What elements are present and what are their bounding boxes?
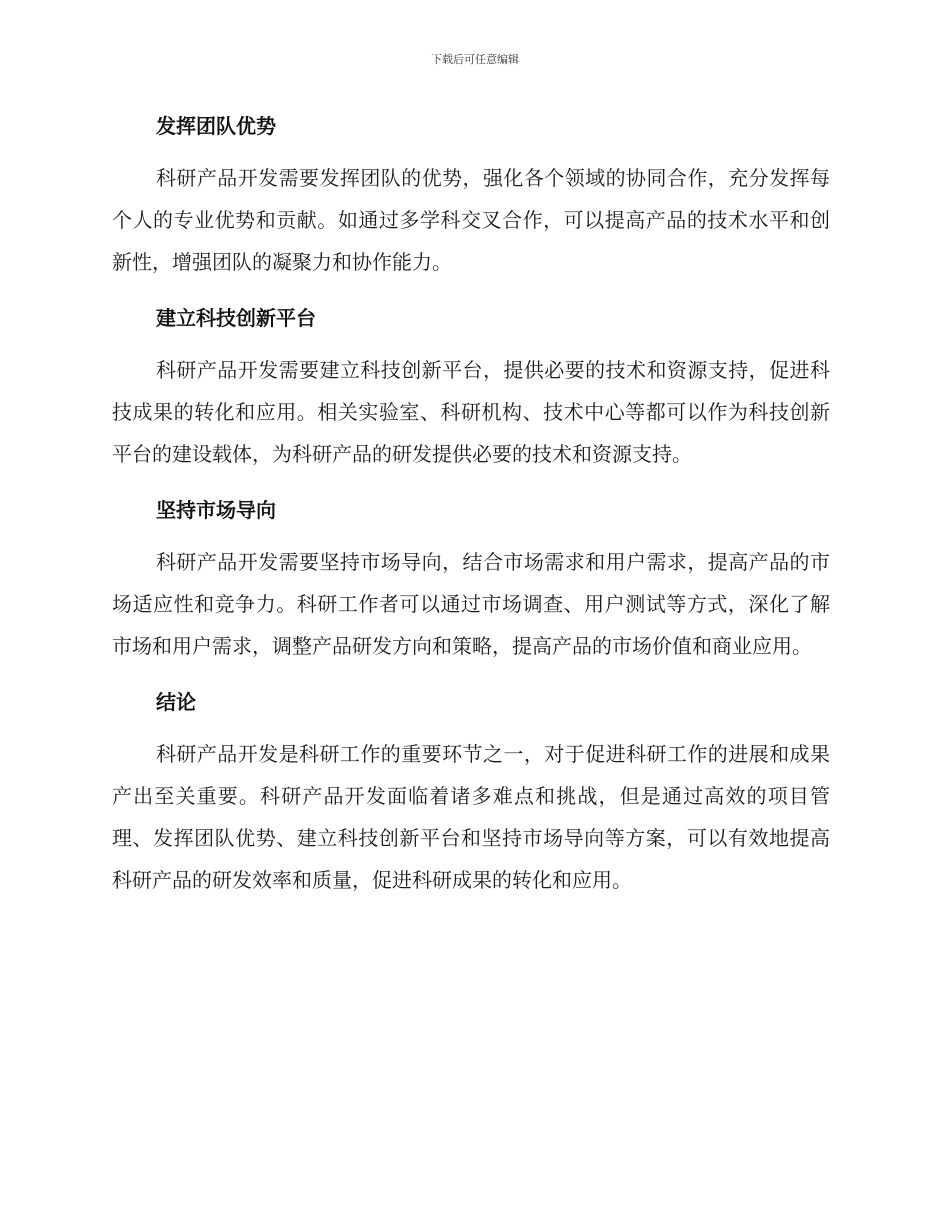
document-body: [112, 105, 830, 915]
section-innovation-platform: [112, 297, 830, 475]
section-heading: 结论: [156, 690, 196, 714]
section-paragraph: 科研产品开发是科研工作的重要环节之一，对于促进科研工作的进展和成果产出至关重要。科研产品开发面临着诸多难点和挑战，但是通过高效的项目管理、发挥团队优势、建立科技创新平台和坚持市场导向等方案，可以有效地提高科研产品的研发效率和质量，促进科研成果的转化和应用。: [112, 742, 830, 892]
page-header-note: 下载后可任意编辑: [431, 53, 519, 66]
section-conclusion: [112, 681, 830, 901]
section-market-orientation: [112, 489, 830, 667]
section-paragraph: 科研产品开发需要发挥团队的优势，强化各个领域的协同合作，充分发挥每个人的专业优势和贡献。如通过多学科交叉合作，可以提高产品的技术水平和创新性，增强团队的凝聚力和协作能力。: [112, 166, 830, 274]
section-team-advantage: [112, 105, 830, 283]
section-heading: 发挥团队优势: [156, 114, 276, 138]
section-heading: 建立科技创新平台: [156, 306, 316, 330]
section-heading: 坚持市场导向: [156, 498, 276, 522]
section-paragraph: 科研产品开发需要建立科技创新平台，提供必要的技术和资源支持，促进科技成果的转化和应用。相关实验室、科研机构、技术中心等都可以作为科技创新平台的建设载体，为科研产品的研发提供必要的技术和资源支持。: [112, 358, 830, 466]
section-paragraph: 科研产品开发需要坚持市场导向，结合市场需求和用户需求，提高产品的市场适应性和竞争力。科研工作者可以通过市场调查、用户测试等方式，深化了解市场和用户需求，调整产品研发方向和策略，提高产品的市场价值和商业应用。: [112, 550, 830, 658]
